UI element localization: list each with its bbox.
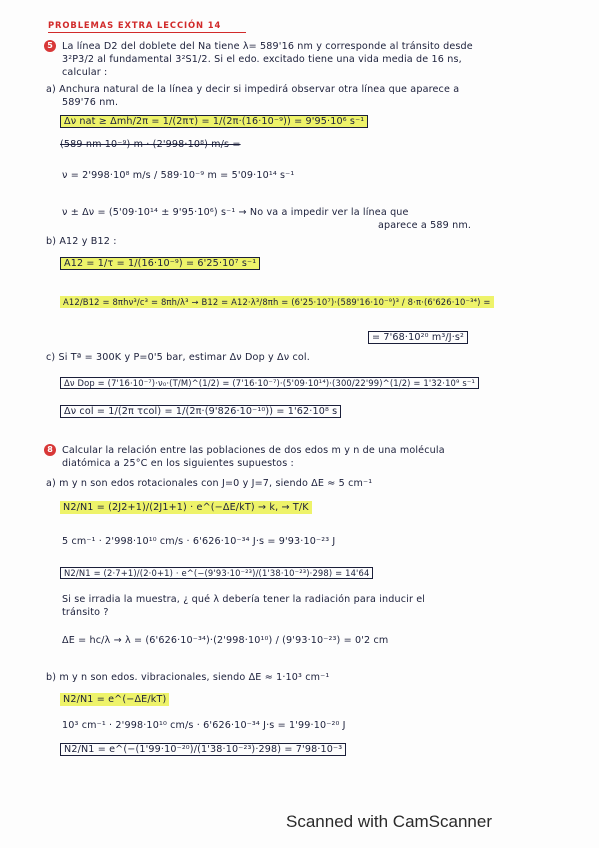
- collision-width-equation: Δν col = 1/(2π τcol) = 1/(2π·(9'826·10⁻¹⁰)) = 1'62·10⁸ s: [60, 406, 341, 417]
- title-underline: [48, 32, 246, 33]
- problem-8-statement-line: Calcular la relación entre las poblaciones de dos edos m y n de una molécula: [62, 445, 445, 456]
- frequency-range-conclusion: ν ± Δν = (5'09·10¹⁴ ± 9'95·10⁶) s⁻¹ → No va a impedir ver la línea que: [62, 207, 409, 218]
- einstein-b-result: = 7'68·10²⁰ m³/J·s²: [368, 332, 468, 343]
- einstein-b-equation: A12/B12 = 8πhν³/c³ = 8πh/λ³ → B12 = A12·λ³/8πh = (6'25·10⁷)·(589'16·10⁻⁹)³ / 8·π·(6'626·10⁻³⁴) =: [60, 297, 494, 307]
- problem-5-part-b-question: b) A12 y B12 :: [46, 236, 117, 247]
- rotational-population-result: N2/N1 = (2·7+1)/(2·0+1) · e^(−(9'93·10⁻²³)/(1'38·10⁻²³)·298) = 14'64: [60, 568, 373, 578]
- natural-width-equation: Δν nat ≥ Δmh/2π = 1/(2πτ) = 1/(2π·(16·10⁻⁹)) = 9'95·10⁶ s⁻¹: [60, 116, 368, 127]
- vibrational-energy-conversion: 10³ cm⁻¹ · 2'998·10¹⁰ cm/s · 6'626·10⁻³⁴ J·s = 1'99·10⁻²⁰ J: [62, 720, 346, 731]
- wavelength-equation: ΔE = hc/λ → λ = (6'626·10⁻³⁴)·(2'998·10¹⁰) / (9'93·10⁻²³) = 0'2 cm: [62, 635, 389, 646]
- problem-5-part-c-question: c) Si Tª = 300K y P=0'5 bar, estimar Δν Dop y Δν col.: [46, 352, 310, 363]
- camscanner-watermark: Scanned with CamScanner: [286, 812, 493, 831]
- problem-5-number-badge: 5: [44, 40, 56, 52]
- rotational-population-equation: N2/N1 = (2J2+1)/(2J1+1) · e^(−ΔE/kT) → k, → T/K: [60, 502, 312, 513]
- problem-5-statement-line: 3²P3/2 al fundamental 3²S1/2. Si el edo. excitado tiene una vida media de 16 ns,: [62, 54, 462, 65]
- vibrational-population-equation: N2/N1 = e^(−ΔE/kT): [60, 694, 169, 705]
- irradiation-question: tránsito ?: [62, 607, 109, 618]
- problem-5-statement-line: calcular :: [62, 67, 108, 78]
- problem-5-statement-line: La línea D2 del doblete del Na tiene λ= 589'16 nm y corresponde al tránsito desde: [62, 41, 473, 52]
- frequency-equation: ν = 2'998·10⁸ m/s / 589·10⁻⁹ m = 5'09·10¹⁴ s⁻¹: [62, 170, 295, 181]
- crossed-out-line: (589 nm 10⁻⁹) m · (2'998·10⁸) m/s =: [60, 139, 241, 150]
- einstein-a-equation: A12 = 1/τ = 1/(16·10⁻⁹) = 6'25·10⁷ s⁻¹: [60, 258, 260, 269]
- problem-8-part-b-question: b) m y n son edos. vibracionales, siendo ΔE ≈ 1·10³ cm⁻¹: [46, 672, 330, 683]
- problem-5-part-a-question: a) Anchura natural de la línea y decir si impedirá observar otra línea que aparece a: [46, 84, 460, 95]
- doppler-width-equation: Δν Dop = (7'16·10⁻⁷)·ν₀·(T/M)^(1/2) = (7'16·10⁻⁷)·(5'09·10¹⁴)·(300/22'99)^(1/2) = 1'32·10⁹ s⁻¹: [60, 378, 479, 388]
- vibrational-population-result: N2/N1 = e^(−(1'99·10⁻²⁰)/(1'38·10⁻²³)·298) = 7'98·10⁻³: [60, 744, 346, 755]
- irradiation-question: Si se irradia la muestra, ¿ qué λ debería tener la radiación para inducir el: [62, 594, 426, 605]
- frequency-range-conclusion: aparece a 589 nm.: [378, 220, 472, 231]
- problem-8-part-a-question: a) m y n son edos rotacionales con J=0 y J=7, siendo ΔE ≈ 5 cm⁻¹: [46, 478, 373, 489]
- problem-8-statement-line: diatómica a 25°C en los siguientes supuestos :: [62, 458, 294, 469]
- problem-5-part-a-question: 589'76 nm.: [62, 97, 119, 108]
- problem-8-number-badge: 8: [44, 444, 56, 456]
- page-title: PROBLEMAS EXTRA LECCIÓN 14: [48, 20, 222, 30]
- energy-conversion-line: 5 cm⁻¹ · 2'998·10¹⁰ cm/s · 6'626·10⁻³⁴ J·s = 9'93·10⁻²³ J: [62, 536, 336, 547]
